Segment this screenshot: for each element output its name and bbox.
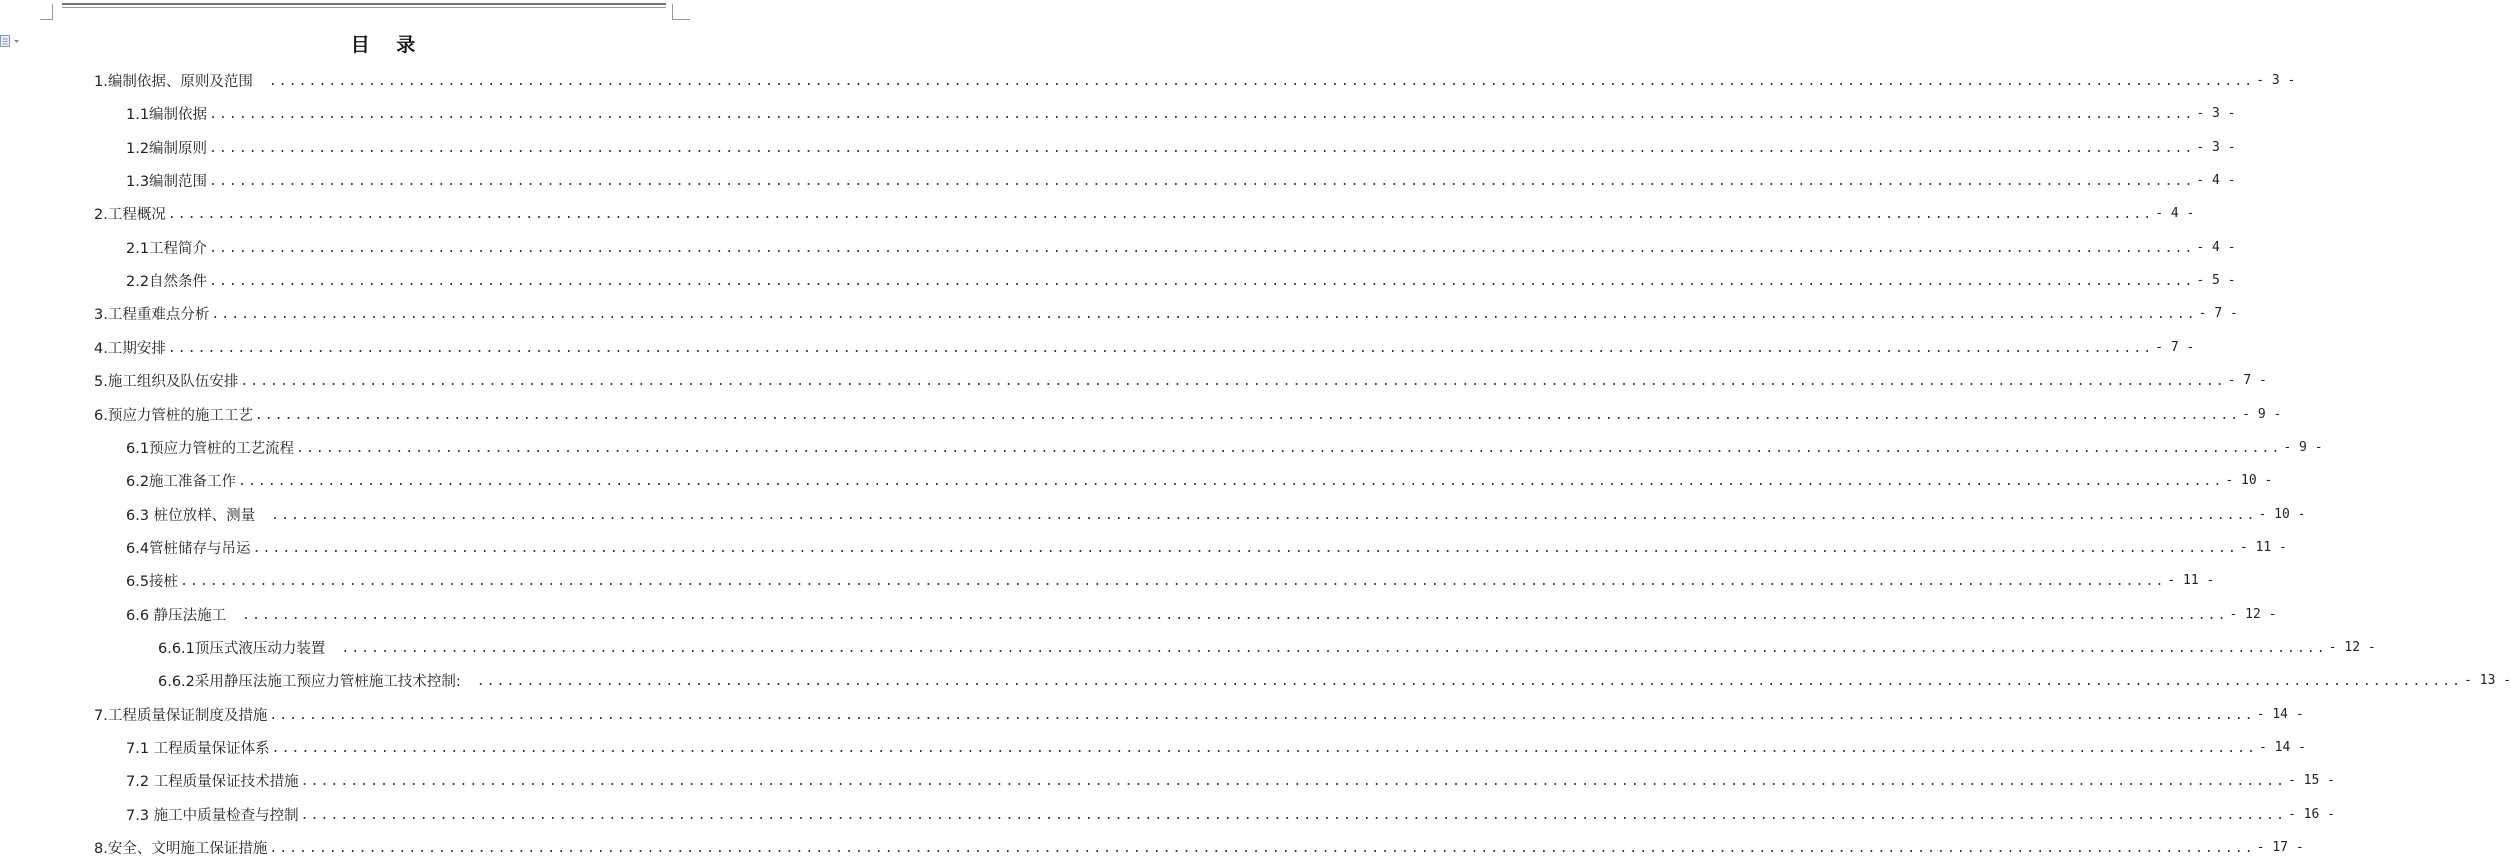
- toc-entry-label: 3.工程重难点分析: [94, 307, 210, 324]
- toc-entry-page-number: - 4 -: [2196, 173, 2236, 189]
- toc-entry-page-number: - 4 -: [2155, 206, 2195, 222]
- toc-entry-page-number: - 4 -: [2196, 239, 2236, 255]
- right-margin-mark: [672, 4, 673, 20]
- toc-entry-page-number: - 9 -: [2283, 439, 2323, 455]
- toc-entry-page-number: - 7 -: [2198, 306, 2238, 322]
- toc-entry-label: 6.4管桩储存与吊运: [126, 540, 251, 557]
- toc-dot-leader: ........................................................................................................................................................................................................: [300, 774, 2287, 790]
- toc-entry[interactable]: [126, 598, 2277, 631]
- toc-entry-label: 6.1预应力管桩的工艺流程: [126, 440, 295, 457]
- toc-entry[interactable]: [94, 698, 2304, 731]
- toc-entry[interactable]: [126, 531, 2287, 564]
- toc-entry[interactable]: [126, 431, 2323, 464]
- header-rule: [62, 3, 666, 5]
- toc-entry-label: 2.2自然条件: [126, 274, 208, 291]
- toc-entry[interactable]: [126, 764, 2335, 797]
- toc-dot-leader: ........................................................................................................................................................................................................: [167, 340, 2154, 356]
- toc-entry[interactable]: [94, 364, 2267, 397]
- toc-entry[interactable]: [94, 331, 2195, 364]
- toc-entry-page-number: - 7 -: [2155, 339, 2195, 355]
- toc-entry[interactable]: [94, 197, 2195, 230]
- left-margin-mark: [52, 4, 53, 20]
- toc-entry-label: 4.工期安排: [94, 340, 166, 357]
- toc-entry-label: 2.工程概况: [94, 207, 166, 224]
- toc-title: 目 录: [350, 34, 426, 56]
- toc-entry-page-number: - 12 -: [2328, 639, 2376, 655]
- toc-entry-page-number: - 3 -: [2256, 73, 2296, 88]
- toc-entry-page-number: - 11 -: [2167, 573, 2215, 589]
- toc-dot-leader: ........................................................................................................................................................................................................: [209, 274, 2195, 290]
- toc-dot-leader: ........................................................................................................................................................................................................: [269, 841, 2255, 857]
- toc-entry[interactable]: [126, 464, 2273, 497]
- toc-entry[interactable]: [94, 398, 2282, 431]
- toc-entry-label: 2.1工程简介: [126, 240, 208, 257]
- toc-entry-label: 7.3 施工中质量检查与控制: [126, 807, 299, 824]
- toc-entry-page-number: - 9 -: [2242, 406, 2282, 422]
- toc-entry-label: 1.2编制原则: [126, 140, 208, 157]
- right-margin-mark-horizontal: [672, 19, 690, 20]
- toc-dot-leader: ........................................................................................................................................................................................................: [296, 440, 2282, 456]
- toc-entry-page-number: - 13 -: [2464, 673, 2511, 689]
- toc-entry-label: 5.施工组织及队伍安排: [94, 374, 239, 391]
- toc-entry[interactable]: [158, 631, 2376, 664]
- toc-entry-label: 6.6.1顶压式液压动力装置: [158, 640, 326, 657]
- toc-dot-leader: ........................................................................................................................................................................................................: [269, 707, 2255, 723]
- toc-entry[interactable]: [126, 131, 2236, 164]
- toc-dot-leader: ........................................................................................................................................................................................................: [341, 640, 2327, 656]
- header-rule-secondary: [62, 7, 666, 8]
- toc-entry-page-number: - 12 -: [2229, 606, 2277, 622]
- toc-entry-page-number: - 16 -: [2288, 806, 2335, 822]
- toc-entry-page-number: - 14 -: [2259, 740, 2306, 755]
- toc-entry-page-number: - 17 -: [2256, 840, 2304, 856]
- toc-dot-leader: ........................................................................................................................................................................................................: [180, 574, 2166, 590]
- toc-entry-page-number: - 14 -: [2256, 706, 2304, 722]
- toc-entry-page-number: - 11 -: [2239, 539, 2287, 555]
- toc-entry-label: 7.工程质量保证制度及措施: [94, 707, 268, 724]
- toc-dot-leader: ........................................................................................................................................................................................................: [238, 474, 2224, 490]
- toc-entry-page-number: - 3 -: [2196, 139, 2236, 155]
- toc-dot-leader: ........................................................................................................................................................................................................: [242, 607, 2228, 623]
- toc-entry-label: 8.安全、文明施工保证措施: [94, 841, 268, 858]
- toc-dot-leader: ........................................................................................................................................................................................................: [254, 407, 2241, 423]
- toc-dot-leader: ........................................................................................................................................................................................................: [252, 540, 2238, 556]
- toc-entry-page-number: - 15 -: [2288, 773, 2335, 789]
- toc-entry[interactable]: [126, 164, 2236, 197]
- toc-entry-label: 6.3 桩位放样、测量: [126, 507, 256, 524]
- toc-dot-leader: ........................................................................................................................................................................................................: [209, 174, 2195, 190]
- toc-entry[interactable]: [126, 731, 2306, 764]
- toc-entry-label: 6.6.2采用静压法施工预应力管桩施工技术控制:: [158, 674, 461, 691]
- toc-entry-label: 6.2施工准备工作: [126, 474, 237, 491]
- toc-entry[interactable]: [158, 664, 2511, 697]
- toc-entry-page-number: - 5 -: [2196, 273, 2236, 289]
- left-margin-mark-horizontal: [40, 19, 53, 20]
- toc-dot-leader: ........................................................................................................................................................................................................: [167, 207, 2154, 223]
- toc-entry[interactable]: [94, 64, 2296, 97]
- toc-dot-leader: ........................................................................................................................................................................................................: [300, 807, 2287, 823]
- toc-entry-label: 6.预应力管桩的施工工艺: [94, 407, 253, 424]
- toc-entry-label: 6.6 静压法施工: [126, 607, 227, 624]
- toc-entry[interactable]: [94, 297, 2238, 330]
- toc-entry-page-number: - 7 -: [2227, 373, 2267, 389]
- toc-dot-leader: ........................................................................................................................................................................................................: [271, 507, 2257, 523]
- toc-dot-leader: ........................................................................................................................................................................................................: [211, 307, 2197, 323]
- toc-dot-leader: ........................................................................................................................................................................................................: [209, 140, 2195, 156]
- toc-entry-label: 7.1 工程质量保证体系: [126, 741, 270, 757]
- toc-entry-label: 1.编制依据、原则及范围: [94, 74, 253, 90]
- toc-entry-page-number: - 10 -: [2225, 473, 2273, 489]
- toc-entry[interactable]: [126, 798, 2335, 831]
- toc-entry-label: 1.3编制范围: [126, 174, 208, 191]
- toc-entry[interactable]: [126, 97, 2236, 130]
- toc-dot-leader: ........................................................................................................................................................................................................: [209, 240, 2195, 256]
- toc-entry[interactable]: [126, 498, 2306, 531]
- toc-entry[interactable]: [94, 831, 2304, 864]
- toc-dot-leader: ........................................................................................................................................................................................................: [476, 674, 2463, 690]
- toc-entry[interactable]: [126, 231, 2236, 264]
- toc-entry-page-number: - 10 -: [2258, 506, 2306, 522]
- toc-entry-label: 7.2 工程质量保证技术措施: [126, 774, 299, 791]
- toc-dot-leader: ........................................................................................................................................................................................................: [268, 74, 2255, 89]
- toc-dot-leader: ........................................................................................................................................................................................................: [209, 107, 2195, 123]
- toc-dot-leader: ........................................................................................................................................................................................................: [271, 741, 2258, 756]
- toc-entry-label: 1.1编制依据: [126, 107, 208, 124]
- toc-entry[interactable]: [126, 564, 2215, 597]
- toc-entry[interactable]: [126, 264, 2236, 297]
- toc-entry-label: 6.5接桩: [126, 574, 179, 591]
- toc-entry-page-number: - 3 -: [2196, 106, 2236, 122]
- toc-dot-leader: ........................................................................................................................................................................................................: [240, 374, 2226, 390]
